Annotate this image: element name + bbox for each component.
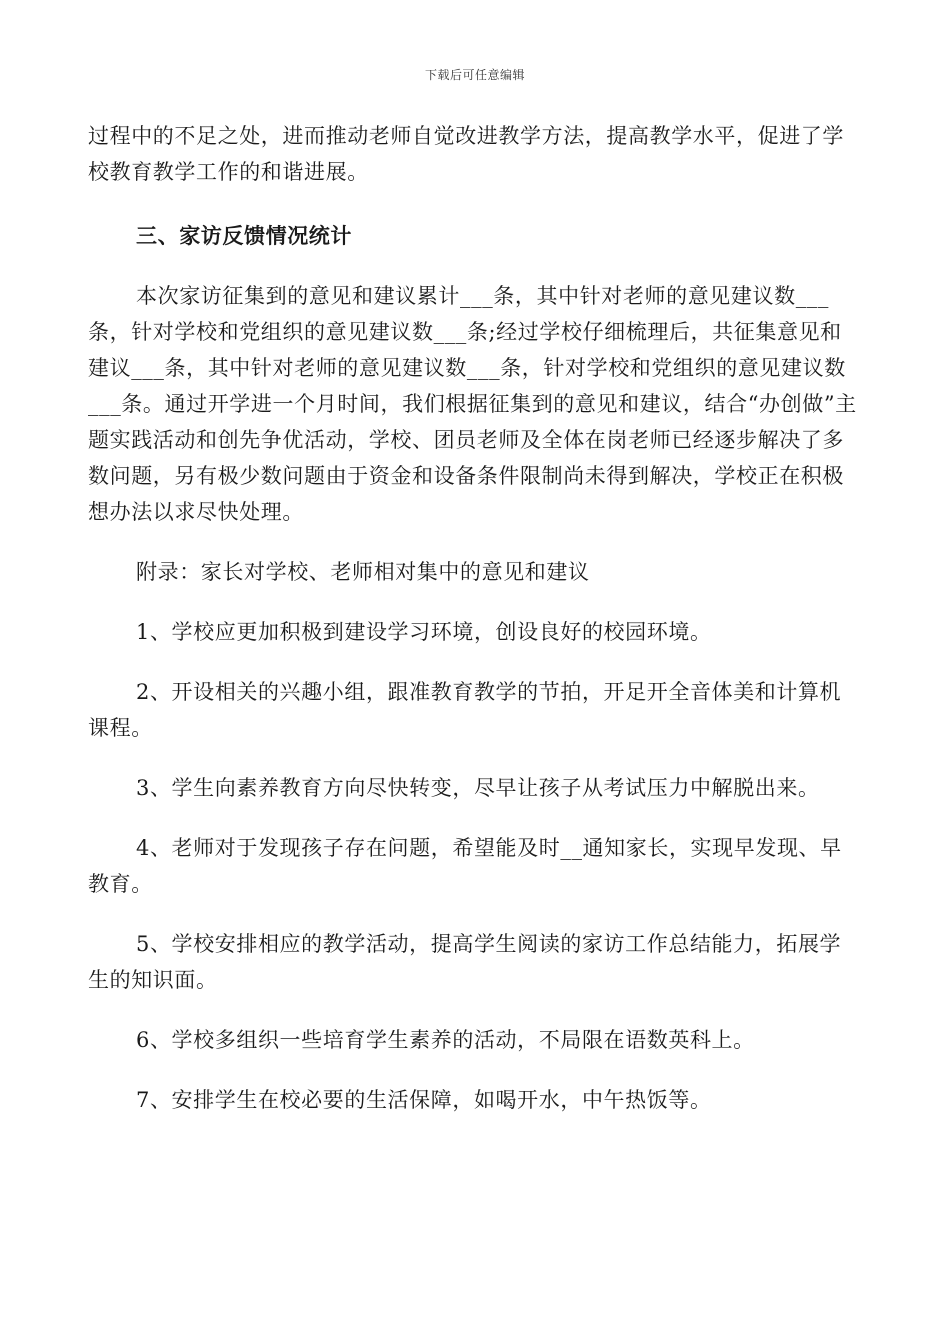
document-body (88, 118, 862, 1118)
header-note: 下载后可任意编辑 (424, 68, 525, 82)
section-heading: 三、家访反馈情况统计 (136, 223, 352, 248)
list-item: 4、老师对于发现孩子存在问题，希望能及时__通知家长，实现早发现、早教育。 (88, 836, 842, 896)
list-item: 2、开设相关的兴趣小组，跟准教育教学的节拍，开足开全音体美和计算机课程。 (88, 680, 842, 740)
list-item: 7、安排学生在校必要的生活保障，如喝开水，中午热饭等。 (136, 1088, 712, 1112)
stats-paragraph: 本次家访征集到的意见和建议累计___条，其中针对老师的意见建议数___条，针对学校和党组织的意见建议数___条;经过学校仔细梳理后，共征集意见和建议___条，其中针对老师的意见建议数___条，针对学校和党组织的意见建议数___条。通过开学进一个月时间，我们根据征集到的意见和建议，结合“办创做”主题实践活动和创先争优活动，学校、团员老师及全体在岗老师已经逐步解决了多数问题，另有极少数问题由于资金和设备条件限制尚未得到解决，学校正在积极想办法以求尽快处理。 (88, 284, 857, 524)
list-item: 5、学校安排相应的教学活动，提高学生阅读的家访工作总结能力，拓展学生的知识面。 (88, 932, 842, 992)
list-item: 3、学生向素养教育方向尽快转变，尽早让孩子从考试压力中解脱出来。 (136, 776, 820, 800)
appendix-title: 附录：家长对学校、老师相对集中的意见和建议 (136, 560, 590, 584)
list-item: 1、学校应更加积极到建设学习环境，创设良好的校园环境。 (136, 620, 712, 644)
intro-continuation-paragraph: 过程中的不足之处，进而推动老师自觉改进教学方法，提高教学水平，促进了学校教育教学工作的和谐进展。 (88, 124, 844, 184)
list-item: 6、学校多组织一些培育学生素养的活动，不局限在语数英科上。 (136, 1028, 755, 1052)
